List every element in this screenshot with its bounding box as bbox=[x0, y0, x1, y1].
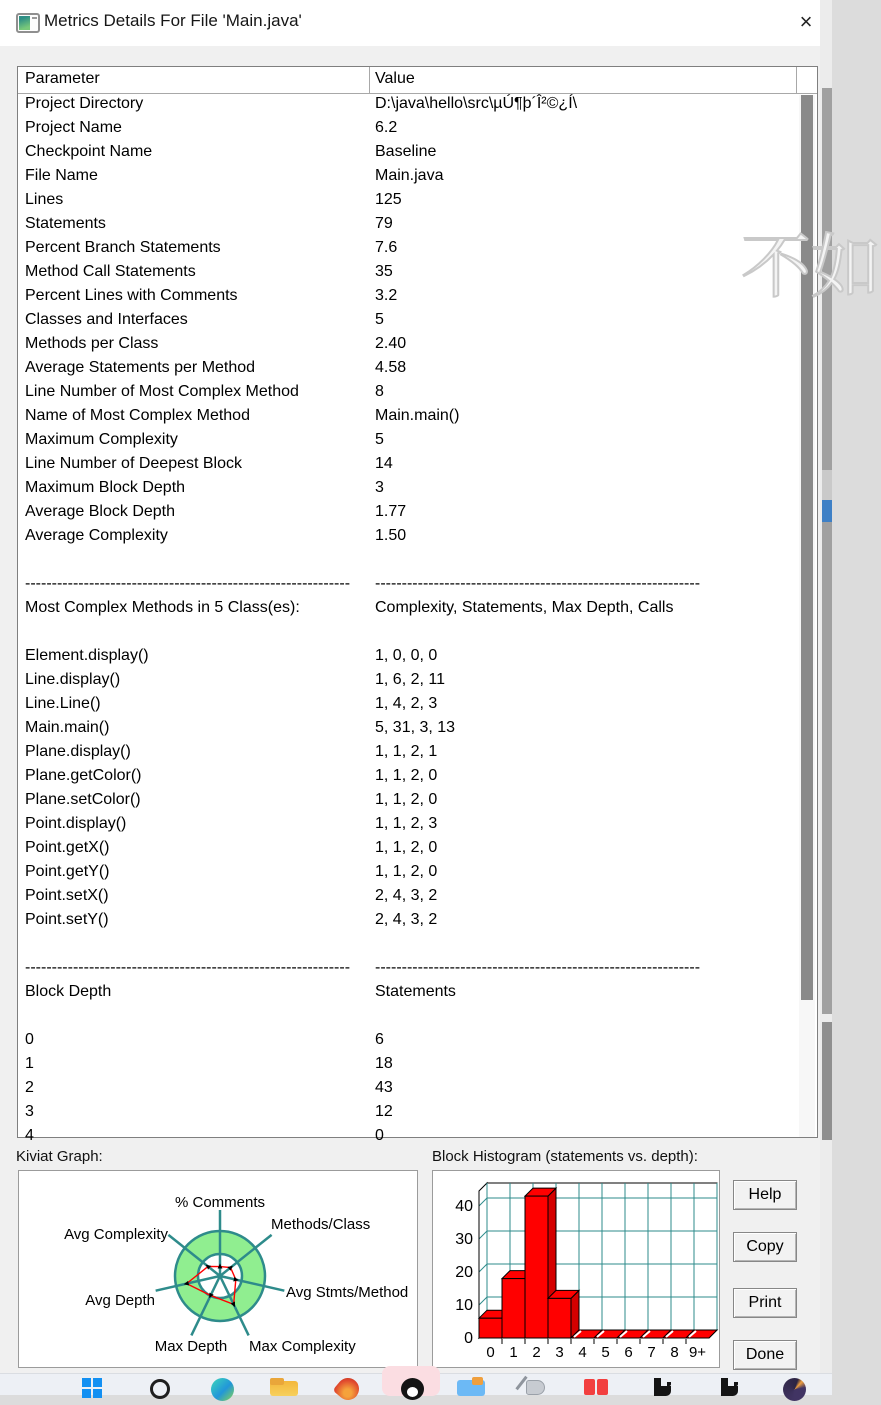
histogram-x-tick: 0 bbox=[486, 1344, 495, 1361]
table-row[interactable] bbox=[18, 382, 798, 406]
black-app-1-icon[interactable] bbox=[646, 1377, 680, 1396]
value-cell: ------------------------------------------------------------- bbox=[375, 575, 701, 592]
param-cell: Plane.getColor() bbox=[25, 767, 142, 784]
param-cell: Plane.setColor() bbox=[25, 791, 141, 808]
value-cell: 1, 1, 2, 0 bbox=[375, 863, 438, 880]
table-row[interactable] bbox=[18, 94, 798, 118]
value-cell: 8 bbox=[375, 383, 384, 400]
table-row[interactable] bbox=[18, 574, 798, 598]
kiviat-axis-label: % Comments bbox=[174, 1194, 266, 1211]
param-cell: File Name bbox=[25, 167, 98, 184]
table-row[interactable] bbox=[18, 454, 798, 478]
param-cell: Maximum Block Depth bbox=[25, 479, 186, 496]
table-row[interactable] bbox=[18, 502, 798, 526]
table-row[interactable] bbox=[18, 670, 798, 694]
param-cell: Point.setY() bbox=[25, 911, 109, 928]
param-cell: Classes and Interfaces bbox=[25, 311, 188, 328]
histogram-x-tick: 4 bbox=[578, 1344, 587, 1361]
table-row[interactable] bbox=[18, 1006, 798, 1030]
block-histogram-label: Block Histogram (statements vs. depth): bbox=[432, 1148, 698, 1165]
param-cell: Plane.display() bbox=[25, 743, 131, 760]
folders-icon[interactable] bbox=[453, 1377, 487, 1396]
table-row[interactable] bbox=[18, 166, 798, 190]
value-cell: 1.77 bbox=[375, 503, 407, 520]
histogram-y-tick: 0 bbox=[464, 1330, 473, 1347]
param-cell: Average Complexity bbox=[25, 527, 168, 544]
value-cell: Baseline bbox=[375, 143, 437, 160]
kiviat-axis-label: Avg Complexity bbox=[64, 1226, 168, 1243]
value-cell: 5 bbox=[375, 311, 384, 328]
table-row[interactable] bbox=[18, 982, 798, 1006]
param-cell: Line.Line() bbox=[25, 695, 101, 712]
value-cell: 12 bbox=[375, 1103, 393, 1120]
value-cell: ------------------------------------------------------------- bbox=[375, 959, 701, 976]
value-cell: 1, 1, 2, 0 bbox=[375, 791, 438, 808]
param-cell: Main.main() bbox=[25, 719, 110, 736]
table-row[interactable] bbox=[18, 694, 798, 718]
background-segment bbox=[822, 88, 832, 470]
value-cell: Main.java bbox=[375, 167, 444, 184]
table-row[interactable] bbox=[18, 1030, 798, 1054]
param-cell: Method Call Statements bbox=[25, 263, 196, 280]
param-cell: Project Name bbox=[25, 119, 122, 136]
value-cell: D:\java\hello\src\µÚ¶þ´Î²©¿Í\ bbox=[375, 95, 578, 112]
param-cell: Lines bbox=[25, 191, 64, 208]
histogram-x-tick: 6 bbox=[624, 1344, 633, 1361]
table-row[interactable] bbox=[18, 862, 798, 886]
param-cell: Line.display() bbox=[25, 671, 121, 688]
kiviat-axis-label: Methods/Class bbox=[271, 1216, 371, 1233]
table-row[interactable] bbox=[18, 766, 798, 790]
table-row[interactable] bbox=[18, 526, 798, 550]
table-row[interactable] bbox=[18, 358, 798, 382]
flame-icon[interactable] bbox=[331, 1377, 365, 1396]
scrollbar-thumb[interactable] bbox=[801, 95, 813, 1000]
table-row[interactable] bbox=[18, 598, 798, 622]
value-cell: 18 bbox=[375, 1055, 393, 1072]
kiviat-radar-chart bbox=[19, 1171, 417, 1367]
background-segment bbox=[822, 522, 832, 1014]
purple-app-icon[interactable] bbox=[777, 1377, 811, 1396]
table-row[interactable] bbox=[18, 1054, 798, 1078]
value-cell: 2.40 bbox=[375, 335, 407, 352]
table-row[interactable] bbox=[18, 838, 798, 862]
param-cell: Average Statements per Method bbox=[25, 359, 256, 376]
dialog-button[interactable]: Help bbox=[733, 1180, 797, 1210]
value-cell: 3 bbox=[375, 479, 384, 496]
table-row[interactable] bbox=[18, 478, 798, 502]
histogram-bar-chart bbox=[433, 1171, 719, 1367]
histogram-x-tick: 2 bbox=[532, 1344, 541, 1361]
table-body bbox=[18, 94, 798, 1144]
table-row[interactable] bbox=[18, 958, 798, 982]
param-cell: ------------------------------------------------------------- bbox=[25, 959, 351, 976]
param-cell: Methods per Class bbox=[25, 335, 159, 352]
table-row[interactable] bbox=[18, 142, 798, 166]
table-row[interactable] bbox=[18, 1126, 798, 1150]
table-row[interactable] bbox=[18, 622, 798, 646]
table-row[interactable] bbox=[18, 118, 798, 142]
table-row[interactable] bbox=[18, 214, 798, 238]
param-cell: Line Number of Most Complex Method bbox=[25, 383, 299, 400]
value-cell: 43 bbox=[375, 1079, 393, 1096]
table-row[interactable] bbox=[18, 742, 798, 766]
param-cell: Line Number of Deepest Block bbox=[25, 455, 242, 472]
table-row[interactable] bbox=[18, 310, 798, 334]
value-cell: 125 bbox=[375, 191, 402, 208]
table-row[interactable] bbox=[18, 886, 798, 910]
metrics-table bbox=[17, 66, 818, 1144]
table-row[interactable] bbox=[18, 190, 798, 214]
param-cell: ------------------------------------------------------------- bbox=[25, 575, 351, 592]
table-scrollbar[interactable] bbox=[799, 95, 815, 1137]
value-cell: 4.58 bbox=[375, 359, 407, 376]
value-cell: 1, 6, 2, 11 bbox=[375, 671, 445, 688]
param-cell: 0 bbox=[25, 1031, 34, 1048]
table-row[interactable] bbox=[18, 238, 798, 262]
tools-icon[interactable] bbox=[516, 1377, 550, 1396]
value-cell: 6 bbox=[375, 1031, 384, 1048]
header-value[interactable]: Value bbox=[375, 70, 415, 87]
value-cell: 0 bbox=[375, 1127, 384, 1144]
histogram-y-tick: 20 bbox=[455, 1264, 473, 1281]
param-cell: 1 bbox=[25, 1055, 34, 1072]
value-cell: Complexity, Statements, Max Depth, Calls bbox=[375, 599, 674, 616]
dialog-button[interactable]: Copy bbox=[733, 1232, 797, 1262]
table-row[interactable] bbox=[18, 406, 798, 430]
table-row[interactable] bbox=[18, 718, 798, 742]
edge-icon[interactable] bbox=[205, 1377, 239, 1396]
param-cell: Percent Lines with Comments bbox=[25, 287, 238, 304]
param-cell: Block Depth bbox=[25, 983, 112, 1000]
table-row[interactable] bbox=[18, 550, 798, 574]
value-cell: Statements bbox=[375, 983, 456, 1000]
table-row[interactable] bbox=[18, 262, 798, 286]
param-cell: Percent Branch Statements bbox=[25, 239, 221, 256]
dialog-button[interactable]: Done bbox=[733, 1340, 797, 1370]
kiviat-axis-label: Max Depth bbox=[154, 1338, 228, 1355]
histogram-x-tick: 1 bbox=[509, 1344, 518, 1361]
table-header bbox=[18, 67, 817, 94]
param-cell: 3 bbox=[25, 1103, 34, 1120]
kiviat-graph-label: Kiviat Graph: bbox=[16, 1148, 103, 1165]
table-row[interactable] bbox=[18, 934, 798, 958]
param-cell: 2 bbox=[25, 1079, 34, 1096]
histogram-x-tick: 3 bbox=[555, 1344, 564, 1361]
param-cell: Maximum Complexity bbox=[25, 431, 178, 448]
param-cell: Point.getX() bbox=[25, 839, 110, 856]
table-row[interactable] bbox=[18, 430, 798, 454]
close-icon[interactable]: × bbox=[799, 9, 813, 34]
param-cell: Statements bbox=[25, 215, 106, 232]
value-cell: 1, 1, 2, 1 bbox=[375, 743, 438, 760]
param-cell: Project Directory bbox=[25, 95, 144, 112]
param-cell: Average Block Depth bbox=[25, 503, 176, 520]
histogram-x-tick: 5 bbox=[601, 1344, 610, 1361]
value-cell: 1, 0, 0, 0 bbox=[375, 647, 438, 664]
background-window-edge bbox=[822, 0, 832, 1373]
value-cell: 5, 31, 3, 13 bbox=[375, 719, 456, 736]
header-divider-2 bbox=[796, 67, 797, 94]
table-row[interactable] bbox=[18, 286, 798, 310]
kiviat-graph bbox=[18, 1170, 418, 1368]
header-divider[interactable] bbox=[369, 67, 370, 94]
titlebar bbox=[0, 0, 820, 46]
param-cell: 4 bbox=[25, 1127, 34, 1144]
table-row[interactable] bbox=[18, 910, 798, 934]
table-row[interactable] bbox=[18, 1078, 798, 1102]
histogram-y-tick: 10 bbox=[455, 1297, 473, 1314]
table-row[interactable] bbox=[18, 646, 798, 670]
value-cell: 1, 4, 2, 3 bbox=[375, 695, 438, 712]
value-cell: 6.2 bbox=[375, 119, 398, 136]
histogram-y-tick: 30 bbox=[455, 1231, 473, 1248]
param-cell: Point.getY() bbox=[25, 863, 110, 880]
value-cell: 14 bbox=[375, 455, 393, 472]
table-row[interactable] bbox=[18, 814, 798, 838]
dialog-title: Metrics Details For File 'Main.java' bbox=[44, 11, 302, 30]
value-cell: 79 bbox=[375, 215, 393, 232]
value-cell: 2, 4, 3, 2 bbox=[375, 887, 438, 904]
value-cell: 3.2 bbox=[375, 287, 398, 304]
value-cell: 5 bbox=[375, 431, 384, 448]
histogram-x-tick: 8 bbox=[670, 1344, 679, 1361]
background-segment bbox=[822, 470, 832, 500]
watermark: 不如 bbox=[741, 228, 881, 306]
value-cell: 1, 1, 2, 0 bbox=[375, 767, 438, 784]
value-cell: 1, 1, 2, 3 bbox=[375, 815, 438, 832]
windows-start-icon[interactable] bbox=[75, 1377, 109, 1396]
param-cell: Point.setX() bbox=[25, 887, 109, 904]
value-cell: 2, 4, 3, 2 bbox=[375, 911, 438, 928]
header-parameter[interactable]: Parameter bbox=[25, 70, 100, 87]
param-cell: Element.display() bbox=[25, 647, 149, 664]
param-cell: Checkpoint Name bbox=[25, 143, 153, 160]
block-histogram bbox=[432, 1170, 720, 1368]
value-cell: 35 bbox=[375, 263, 393, 280]
value-cell: 1, 1, 2, 0 bbox=[375, 839, 438, 856]
file-explorer-icon[interactable] bbox=[266, 1377, 300, 1396]
param-cell: Name of Most Complex Method bbox=[25, 407, 250, 424]
kiviat-axis-label: Avg Stmts/Method bbox=[286, 1284, 409, 1301]
table-row[interactable] bbox=[18, 1102, 798, 1126]
background-segment bbox=[822, 1022, 832, 1140]
table-row[interactable] bbox=[18, 334, 798, 358]
qq-icon[interactable] bbox=[396, 1377, 430, 1396]
histogram-x-tick: 9+ bbox=[688, 1344, 707, 1361]
kiviat-axis-label: Avg Depth bbox=[85, 1292, 155, 1309]
param-cell: Point.display() bbox=[25, 815, 127, 832]
search-icon[interactable] bbox=[141, 1377, 175, 1396]
taskbar bbox=[0, 1373, 832, 1395]
app-window-icon bbox=[16, 13, 40, 33]
dialog-button[interactable]: Print bbox=[733, 1288, 797, 1318]
value-cell: 7.6 bbox=[375, 239, 398, 256]
background-segment-blue bbox=[822, 500, 832, 522]
histogram-y-tick: 40 bbox=[455, 1198, 473, 1215]
table-row[interactable] bbox=[18, 790, 798, 814]
red-app-icon[interactable] bbox=[579, 1377, 613, 1396]
histogram-x-tick: 7 bbox=[647, 1344, 656, 1361]
kiviat-axis-label: Max Complexity bbox=[249, 1338, 356, 1355]
value-cell: Main.main() bbox=[375, 407, 460, 424]
black-app-2-icon[interactable] bbox=[713, 1377, 747, 1396]
param-cell: Most Complex Methods in 5 Class(es): bbox=[25, 599, 300, 616]
value-cell: 1.50 bbox=[375, 527, 407, 544]
